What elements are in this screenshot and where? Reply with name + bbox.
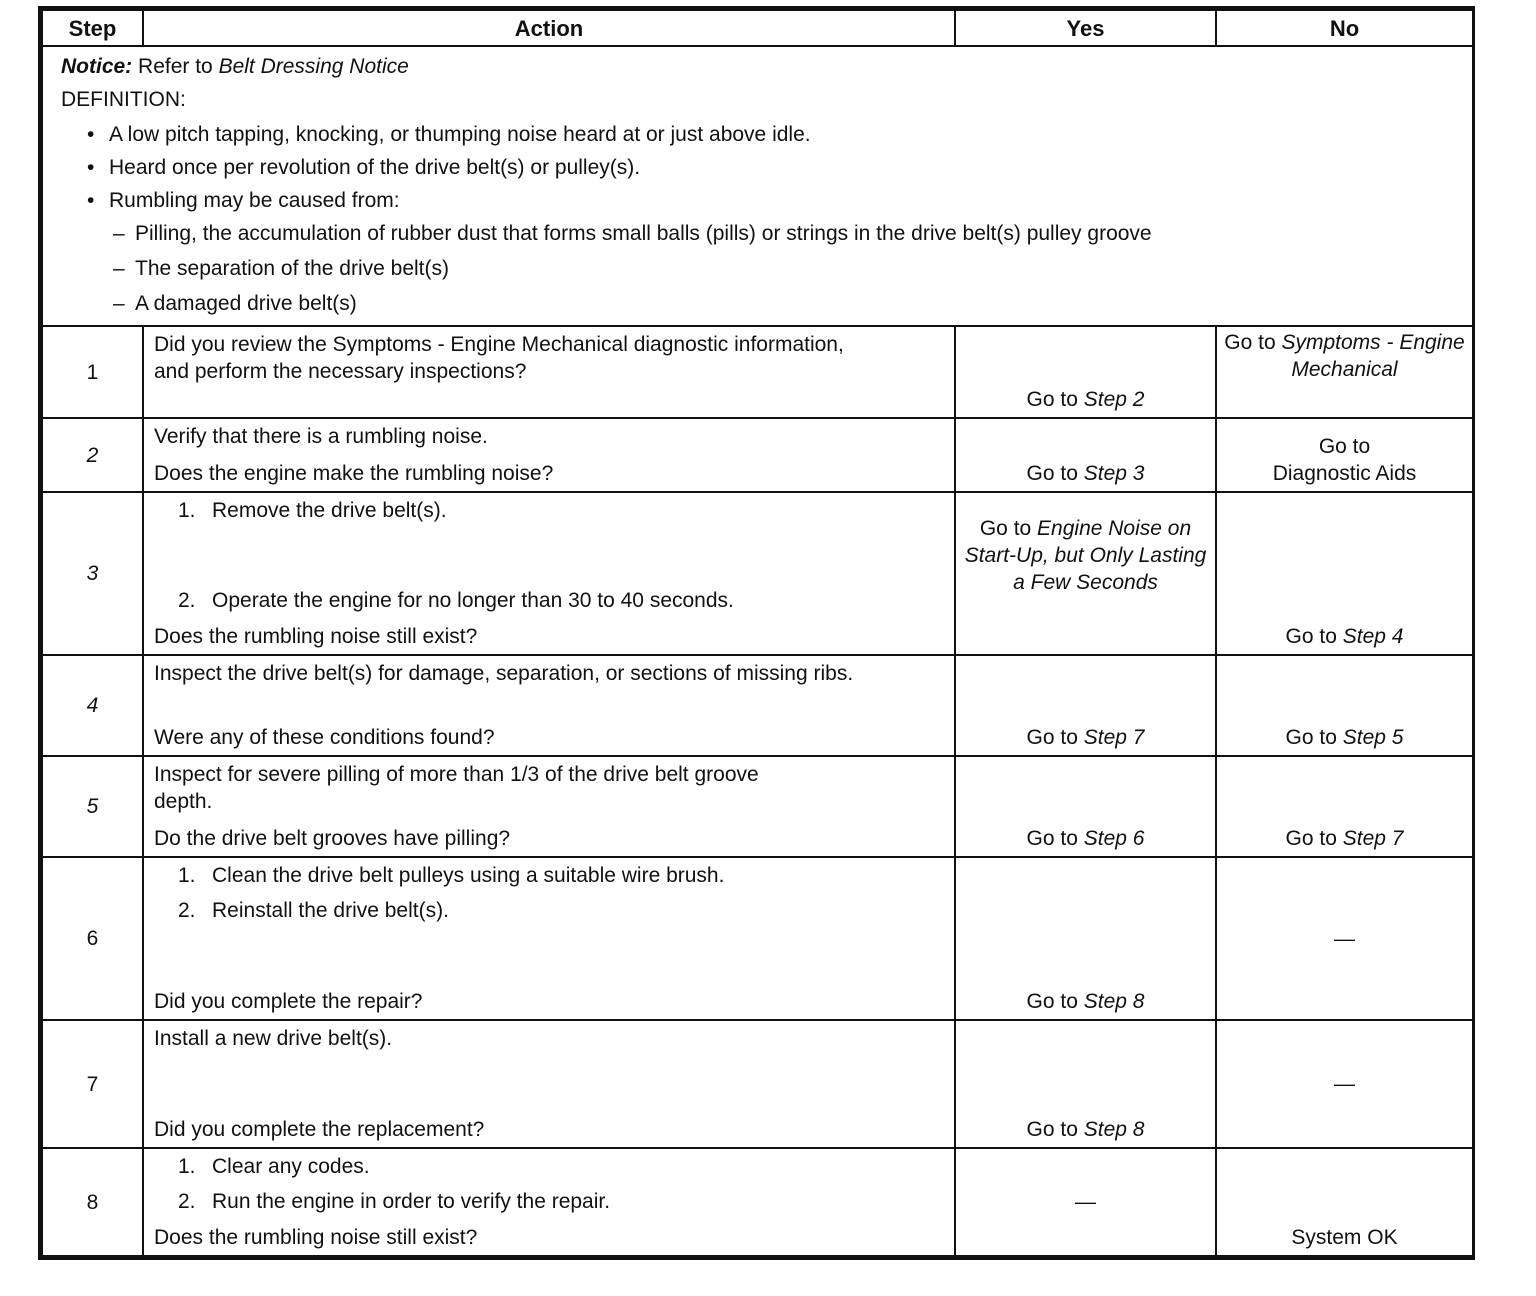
header-step: Step <box>42 10 143 46</box>
sub-item: – A damaged drive belt(s) <box>113 292 357 315</box>
yes-cell: Go to Step 8 <box>955 1020 1216 1148</box>
list-item: • Heard once per revolution of the drive belt(s) or pulley(s). <box>87 156 641 179</box>
yes-cell: — <box>955 1148 1216 1256</box>
sub-item: – The separation of the drive belt(s) <box>113 257 449 280</box>
table-row <box>42 756 1473 857</box>
sub-item: – Pilling, the accumulation of rubber dust that forms small balls (pills) or strings in the drive belt(s) pulley groove <box>113 222 1152 245</box>
action-cell: 1. Clear any codes. 2. Run the engine in order to verify the repair. Does the rumbling noise still exist? <box>143 1148 955 1256</box>
table-row <box>42 326 1473 418</box>
step-number: 6 <box>42 857 143 1020</box>
table-row <box>42 1148 1473 1256</box>
action-cell: Inspect for severe pilling of more than 1/3 of the drive belt groove depth. Do the drive belt grooves have pilling? <box>143 756 955 857</box>
list-item: 2. Operate the engine for no longer than 30 to 40 seconds. <box>178 589 734 612</box>
table-row <box>42 655 1473 756</box>
no-cell: Go to Step 5 <box>1216 655 1473 756</box>
notice-label: Notice: <box>61 55 133 78</box>
yes-cell: Go to Step 7 <box>955 655 1216 756</box>
table-row <box>42 418 1473 492</box>
yes-cell: Go to Engine Noise on Start-Up, but Only Lasting a Few Seconds <box>955 492 1216 655</box>
step-number: 8 <box>42 1148 143 1256</box>
no-cell: Go to Step 7 <box>1216 756 1473 857</box>
yes-cell: Go to Step 2 <box>955 326 1216 418</box>
no-cell: Go to Diagnostic Aids <box>1216 418 1473 492</box>
list-item: 2. Reinstall the drive belt(s). <box>178 899 449 922</box>
step-number: 5 <box>42 756 143 857</box>
list-item: 1. Clean the drive belt pulleys using a suitable wire brush. <box>178 864 725 887</box>
diagnostic-table <box>38 6 1475 1260</box>
no-cell: — <box>1216 857 1473 1020</box>
list-item: 1. Remove the drive belt(s). <box>178 499 447 522</box>
no-cell: Go to Symptoms - Engine Mechanical <box>1216 326 1473 418</box>
action-cell: Inspect the drive belt(s) for damage, separation, or sections of missing ribs. Were any of these conditions found? <box>143 655 955 756</box>
header-action: Action <box>143 10 955 46</box>
table-row <box>42 492 1473 655</box>
definition-label: DEFINITION: <box>61 88 186 111</box>
list-item: 1. Clear any codes. <box>178 1155 370 1178</box>
step-number: 2 <box>42 418 143 492</box>
action-cell: 1. Remove the drive belt(s). 2. Operate the engine for no longer than 30 to 40 seconds. Does the rumbling noise still exist? <box>143 492 955 655</box>
table-row <box>42 1020 1473 1148</box>
no-cell: System OK <box>1216 1148 1473 1256</box>
header-yes: Yes <box>955 10 1216 46</box>
step-number: 7 <box>42 1020 143 1148</box>
action-cell: Did you review the Symptoms - Engine Mechanical diagnostic information, and perform the necessary inspections? <box>143 326 955 418</box>
definition-list <box>61 121 1462 214</box>
list-item: • A low pitch tapping, knocking, or thumping noise heard at or just above idle. <box>87 123 811 146</box>
header-row <box>42 10 1473 46</box>
notice-line: Notice: Refer to Belt Dressing Notice <box>61 55 409 78</box>
notice-row <box>42 46 1473 326</box>
list-item: 2. Run the engine in order to verify the repair. <box>178 1190 611 1213</box>
table-row <box>42 857 1473 1020</box>
action-cell: Verify that there is a rumbling noise. Does the engine make the rumbling noise? <box>143 418 955 492</box>
action-cell: 1. Clean the drive belt pulleys using a suitable wire brush. 2. Reinstall the drive belt(s). Did you complete the repair? <box>143 857 955 1020</box>
step-number: 4 <box>42 655 143 756</box>
yes-cell: Go to Step 6 <box>955 756 1216 857</box>
step-number: 3 <box>42 492 143 655</box>
no-cell: Go to Step 4 <box>1216 492 1473 655</box>
header-no: No <box>1216 10 1473 46</box>
list-item: • Rumbling may be caused from: <box>87 189 400 212</box>
step-number: 1 <box>42 326 143 418</box>
notice-ref: Belt Dressing Notice <box>218 55 409 78</box>
yes-cell: Go to Step 8 <box>955 857 1216 1020</box>
action-cell: Install a new drive belt(s). Did you complete the replacement? <box>143 1020 955 1148</box>
yes-cell: Go to Step 3 <box>955 418 1216 492</box>
no-cell: — <box>1216 1020 1473 1148</box>
